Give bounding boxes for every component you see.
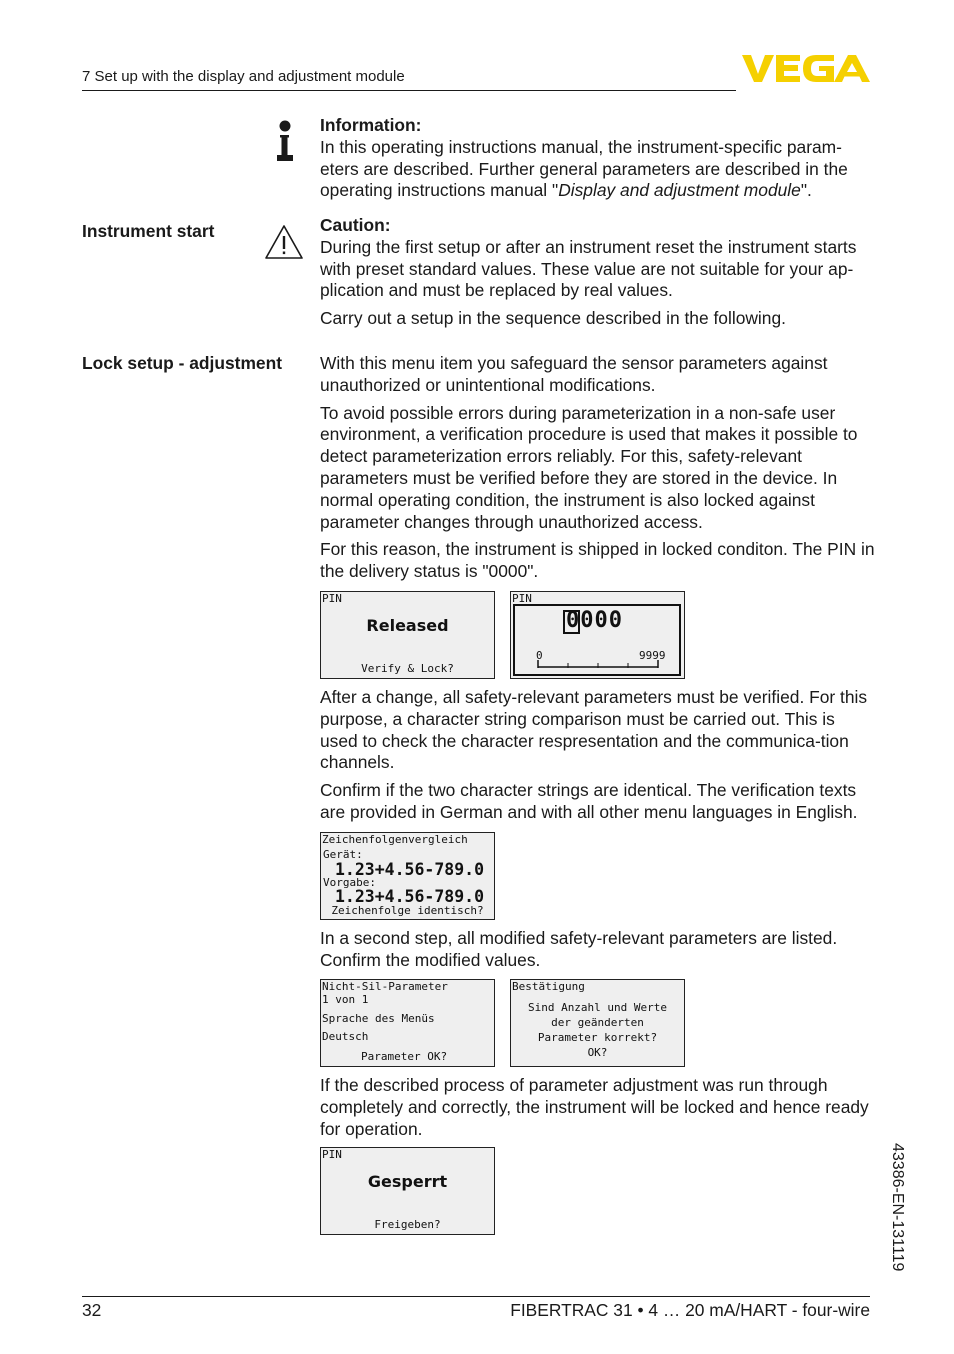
lock-setup-label: Lock setup - adjustment: [82, 353, 283, 373]
pin-value: 0000: [566, 608, 623, 633]
confirm-line-3: Parameter korrekt?: [537, 1031, 658, 1044]
pin-entry-screen: [510, 591, 685, 679]
product-title: FIBERTRAC 31 • 4 … 20 mA/HART - four-wire: [510, 1300, 870, 1320]
warning-icon: [264, 224, 304, 260]
second-step-text: [320, 928, 876, 972]
parameter-name: Sprache des Menüs: [322, 1012, 435, 1025]
confirm-line-1: Sind Anzahl und Werte: [527, 1001, 668, 1014]
confirm-line-4: OK?: [587, 1046, 608, 1059]
screen-title: Zeichenfolgenvergleich: [322, 833, 468, 846]
info-icon: [274, 120, 296, 162]
device-value: 1.23+4.56-789.0: [335, 860, 485, 879]
lock-intro: [320, 353, 876, 583]
lock-para-4: After a change, all safety-relevant parameters must be verified. For this purpose, a character string comparison must be carried out. This is used to check the character respresentation and the communica-tion channels.: [320, 687, 868, 773]
string-compare-screen: [320, 832, 495, 920]
page-number: 32: [82, 1300, 102, 1320]
lock-para-6: In a second step, all modified safety-relevant parameters are listed. Confirm the modified values.: [320, 928, 838, 970]
pin-max: 9999: [639, 649, 666, 662]
target-value: 1.23+4.56-789.0: [335, 887, 485, 906]
footer-divider: [82, 1296, 870, 1297]
lock-para-7: If the described process of parameter adjustment was run through completely and correctly, the instrument will be locked and hence ready for operation.: [320, 1075, 869, 1139]
section-title: 7 Set up with the display and adjustment module: [82, 68, 405, 85]
lock-para-2: To avoid possible errors during parameterization in a non-safe user environment, a verification procedure is used that makes it possible to detect parameterization errors reliably. For this, safety-relevant parameters must be verified before they are stored in the device. In normal operating condition, the instrument is also locked against parameter changes through unauthorized access.: [320, 402, 858, 532]
caution-heading: Caution:: [320, 215, 391, 235]
confirm-line-2: der geänderten: [551, 1016, 644, 1029]
completion-text: [320, 1075, 876, 1140]
manual-title: Display and adjustment module: [558, 180, 801, 201]
pin-min: 0: [536, 649, 543, 662]
pin-scale: [537, 659, 659, 669]
info-heading: Information:: [320, 115, 422, 135]
lock-para-3: For this reason, the instrument is shipped in locked conditon. The PIN in the delivery status is "0000".: [320, 539, 875, 582]
caution-text: During the first setup or after an instrument reset the instrument starts with preset standard values. These value are not suitable for your ap-plication and must be replaced by real values.: [320, 236, 857, 301]
document-number: 43386-EN-131119: [889, 1143, 906, 1272]
non-sil-parameter-screen: [320, 979, 495, 1067]
locked-status: Gesperrt: [367, 1172, 448, 1191]
setup-followup: Carry out a setup in the sequence described in the following.: [320, 308, 786, 329]
screen-title: Bestätigung: [512, 980, 585, 993]
verification-text: [320, 687, 876, 824]
identical-prompt: Zeichenfolge identisch?: [331, 904, 484, 917]
parameter-counter: 1 von 1: [322, 993, 369, 1006]
screen-title: Nicht-Sil-Parameter: [322, 980, 448, 993]
screen-title: PIN: [512, 592, 532, 605]
released-screen: [320, 591, 495, 679]
lock-para-1: With this menu item you safeguard the sensor parameters against unauthorized or unintentional modifications.: [320, 353, 828, 395]
instrument-start-label: Instrument start: [82, 221, 215, 241]
vega-logo: [742, 52, 872, 84]
info-block: [320, 115, 876, 202]
locked-screen: [320, 1147, 495, 1235]
header-divider: [82, 90, 736, 91]
confirmation-screen: [510, 979, 685, 1067]
parameter-value: Deutsch: [322, 1030, 369, 1043]
target-label: Vorgabe:: [323, 876, 376, 889]
verify-lock-prompt: Verify & Lock?: [361, 662, 454, 675]
lock-para-5: Confirm if the two character strings are identical. The verification texts are provided in German and with all other menu languages in English.: [320, 780, 858, 822]
released-status: Released: [366, 616, 449, 635]
parameter-ok-prompt: Parameter OK?: [361, 1050, 448, 1063]
caution-block: [320, 215, 876, 330]
device-label: Gerät:: [323, 848, 363, 861]
unlock-prompt: Freigeben?: [374, 1218, 441, 1231]
screen-title: PIN: [322, 592, 342, 605]
info-text: In this operating instructions manual, the instrument-specific param-eters are described. Further general parameters are described in the operating instructions manual "Display and adjustment module".: [320, 136, 848, 201]
screen-title: PIN: [322, 1148, 342, 1161]
